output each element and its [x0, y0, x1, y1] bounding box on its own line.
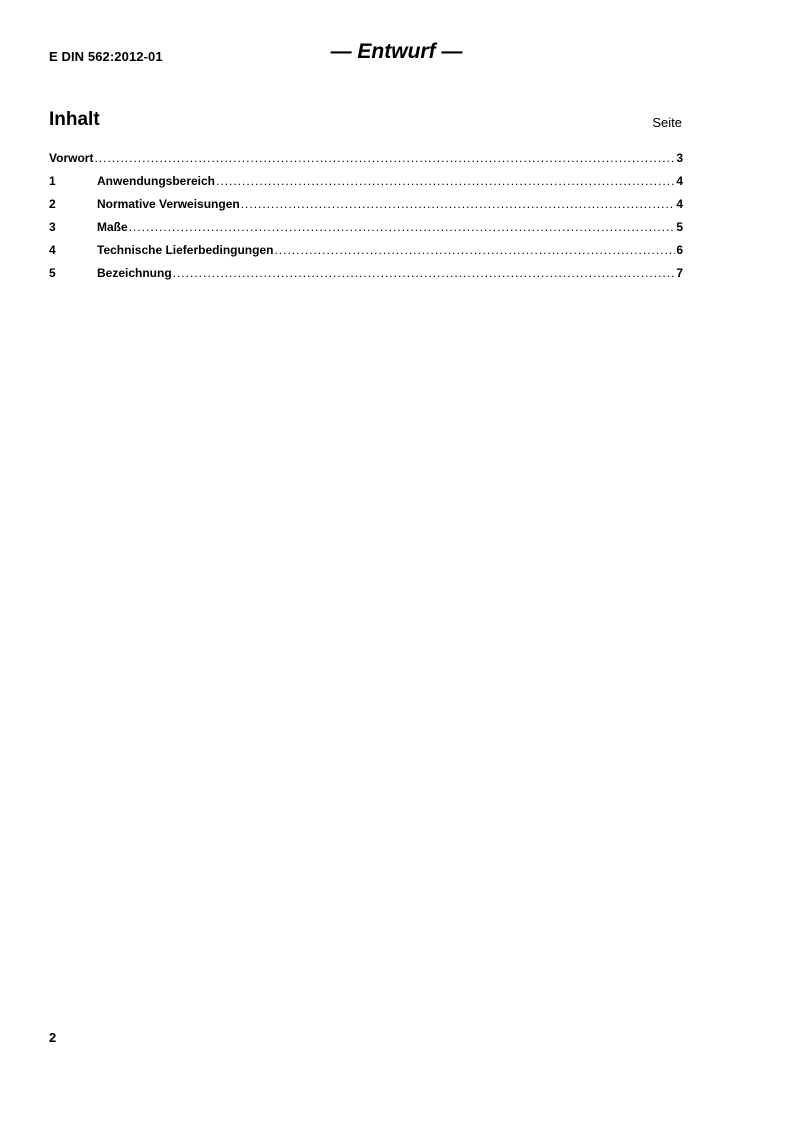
toc-entry-bezeichnung[interactable]	[49, 266, 683, 289]
toc-entry-title: Normative Verweisungen	[97, 197, 240, 211]
page-column-label: Seite	[652, 115, 682, 130]
toc-entry-anwendungsbereich[interactable]	[49, 174, 683, 197]
toc-entry-normative-verweisungen[interactable]	[49, 197, 683, 220]
toc-entry-number: 2	[49, 197, 56, 211]
toc-leader-dots	[241, 197, 676, 211]
toc-entry-page: 6	[676, 243, 683, 257]
toc-entry-title: Bezeichnung	[97, 266, 172, 280]
toc-entry-masse[interactable]	[49, 220, 683, 243]
toc-entry-page: 5	[676, 220, 683, 234]
document-id: E DIN 562:2012-01	[49, 49, 163, 64]
toc-entry-vorwort[interactable]	[49, 151, 683, 174]
toc-entry-number: 3	[49, 220, 56, 234]
table-of-contents	[49, 151, 683, 289]
toc-entry-page: 4	[676, 197, 683, 211]
toc-entry-number: 5	[49, 266, 56, 280]
toc-entry-title: Vorwort	[49, 151, 94, 165]
toc-leader-dots	[94, 151, 675, 165]
toc-entry-title: Technische Lieferbedingungen	[97, 243, 274, 257]
toc-entry-number: 4	[49, 243, 56, 257]
page-number: 2	[49, 1030, 57, 1045]
toc-leader-dots	[274, 243, 675, 257]
toc-entry-title: Maße	[97, 220, 128, 234]
toc-leader-dots	[129, 220, 676, 234]
toc-entry-page: 7	[676, 266, 683, 280]
toc-entry-technische-lieferbedingungen[interactable]	[49, 243, 683, 266]
toc-entry-number: 1	[49, 174, 56, 188]
toc-entry-page: 4	[676, 174, 683, 188]
toc-leader-dots	[216, 174, 675, 188]
toc-heading: Inhalt	[49, 109, 100, 130]
draft-mark: — Entwurf —	[330, 40, 463, 63]
toc-leader-dots	[173, 266, 676, 280]
toc-entry-title: Anwendungsbereich	[97, 174, 216, 188]
toc-entry-page: 3	[676, 151, 683, 165]
